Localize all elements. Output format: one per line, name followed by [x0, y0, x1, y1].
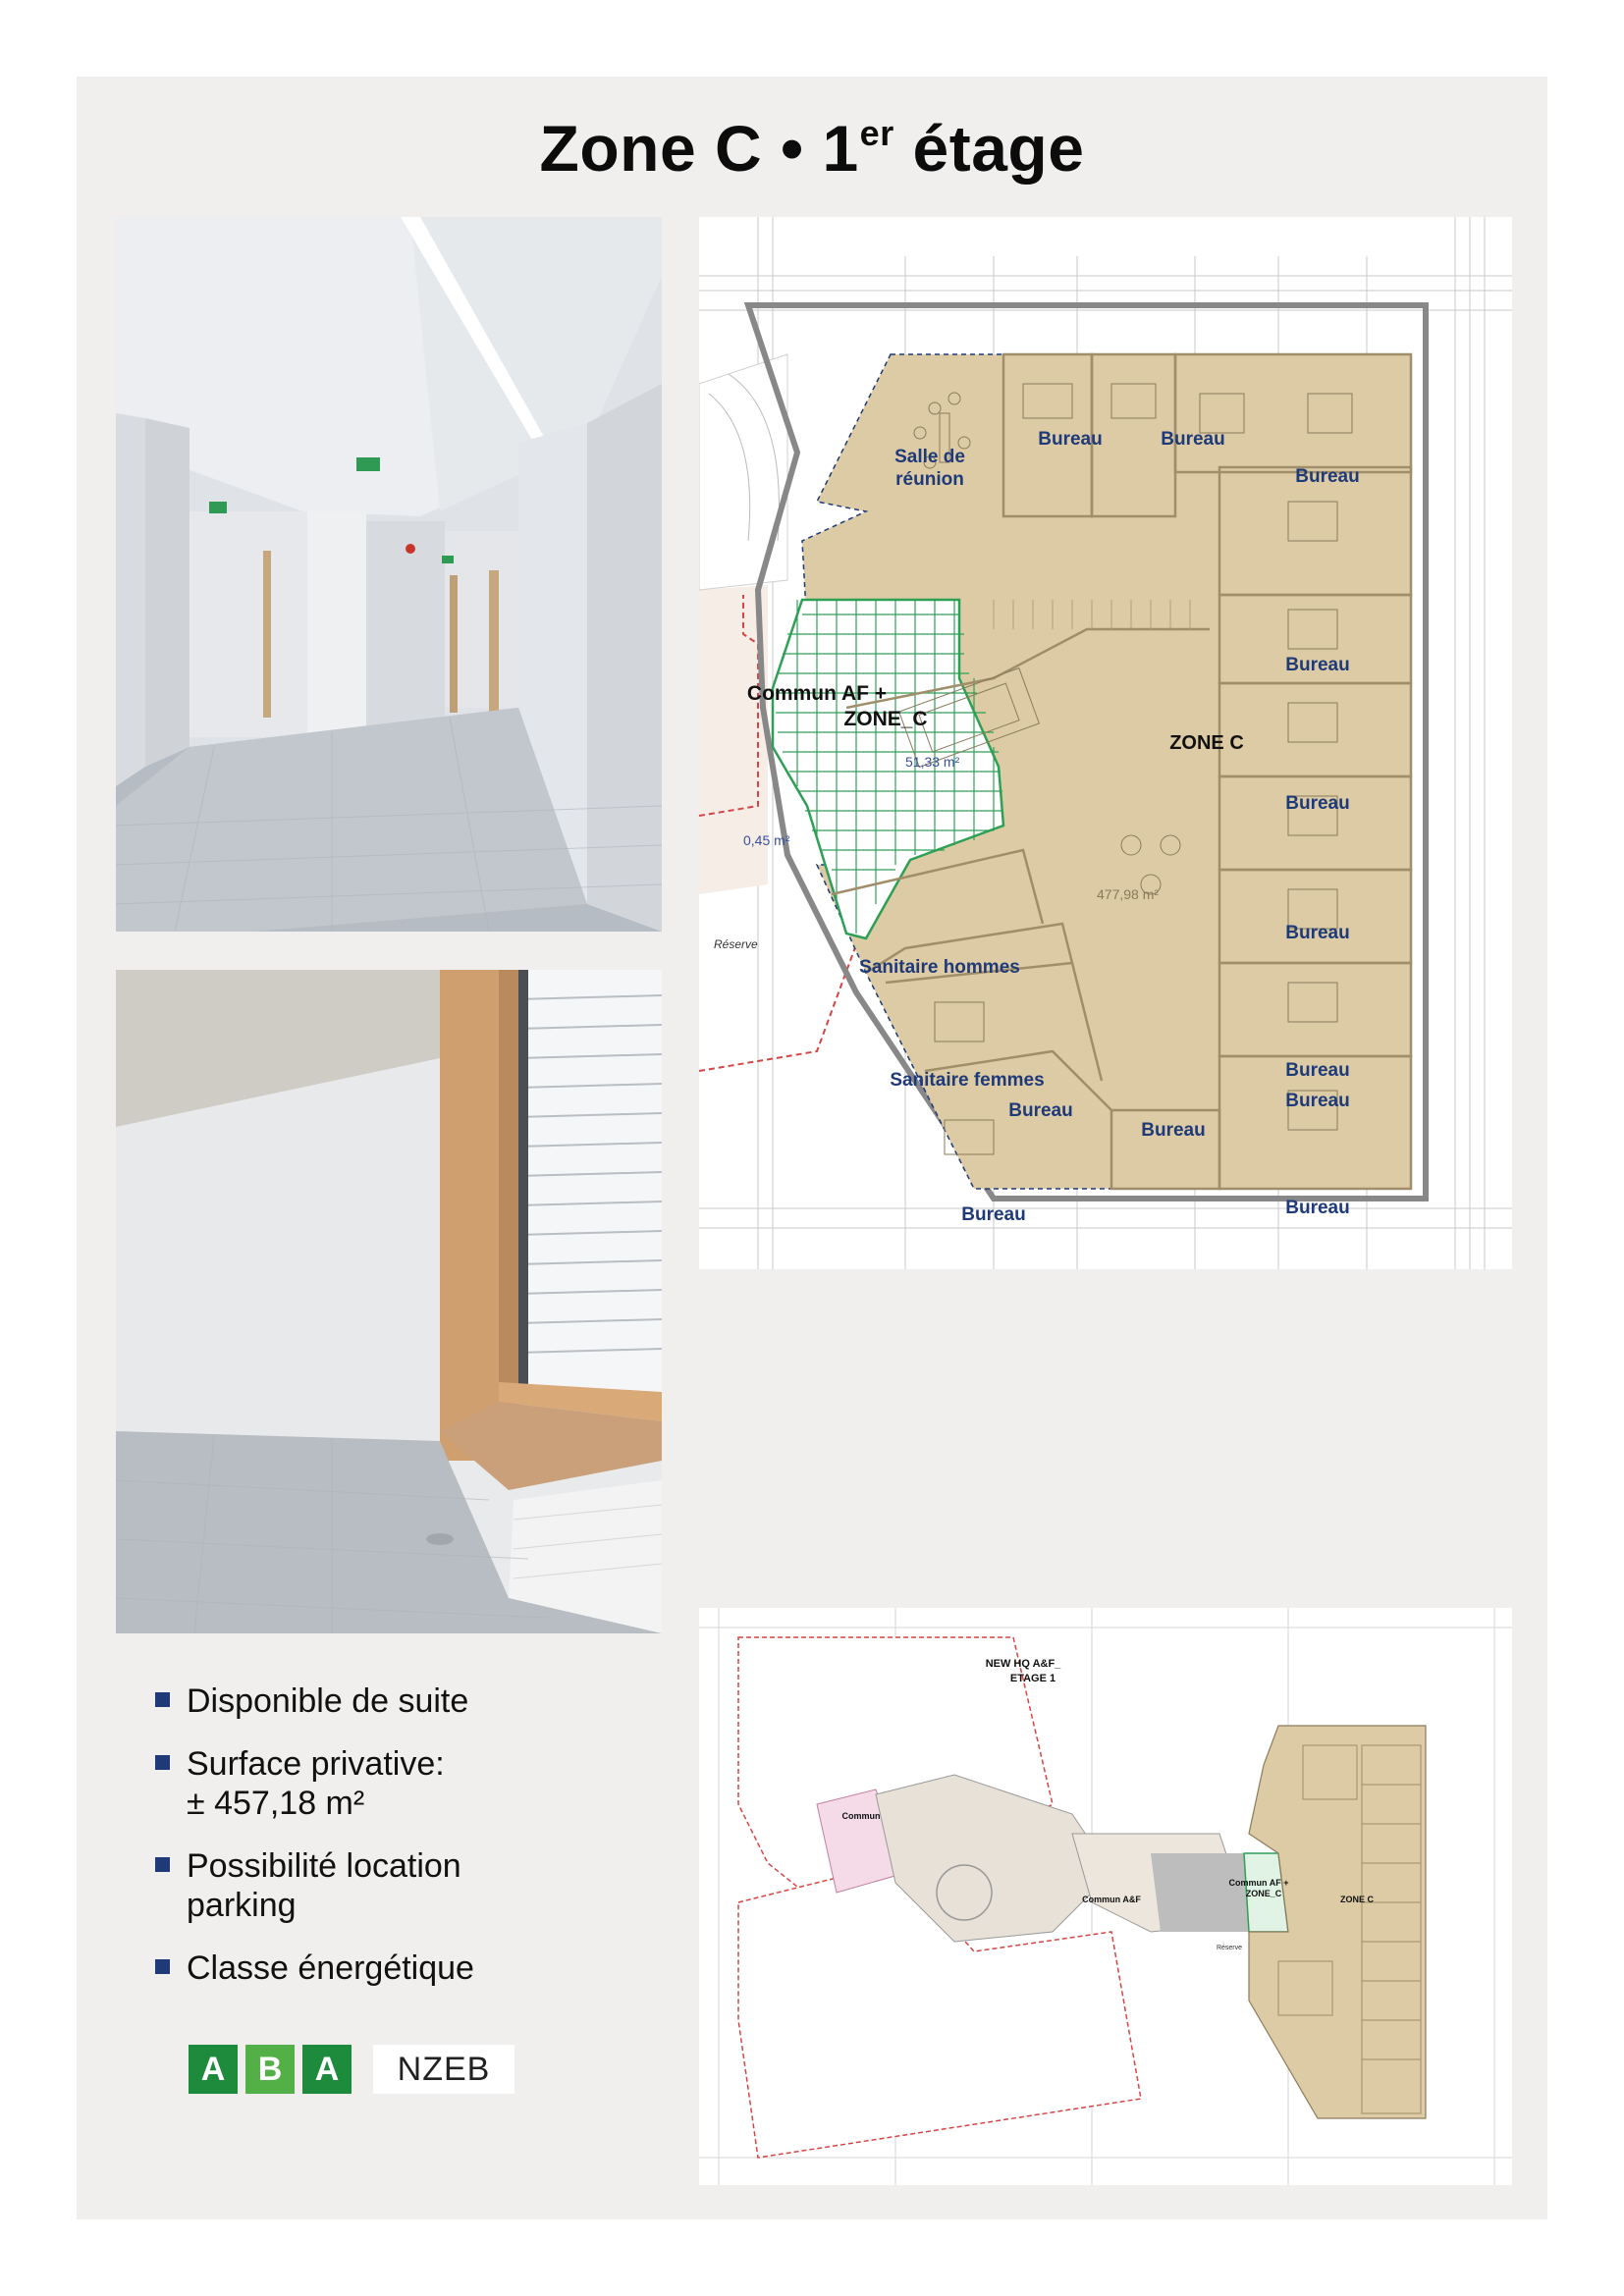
- label-bureau: Bureau: [1285, 1091, 1350, 1111]
- label-bureau: Bureau: [1295, 466, 1360, 487]
- overview-label-reserve: Réserve: [1216, 1945, 1243, 1951]
- feature-text: Possibilité location: [187, 1847, 461, 1885]
- label-bureau: Bureau: [1038, 429, 1103, 450]
- label-commun-line1: Commun AF +: [746, 682, 888, 705]
- energy-class-badge: B: [245, 2045, 295, 2094]
- feature-text-line2: ± 457,18 m²: [187, 1785, 365, 1822]
- energy-class-badge: A: [302, 2045, 352, 2094]
- overview-title-line2: ETAGE 1: [1009, 1673, 1056, 1684]
- label-sanitaire-femmes: Sanitaire femmes: [890, 1070, 1045, 1091]
- feature-item: [147, 1744, 540, 1823]
- label-salle-line2: réunion: [895, 469, 964, 490]
- label-bureau: Bureau: [1285, 923, 1350, 943]
- label-sanitaire-hommes: Sanitaire hommes: [859, 957, 1020, 978]
- office-room-window-photo: [116, 970, 662, 1633]
- feature-text-line2: parking: [187, 1887, 297, 1924]
- page-title: Zone C • 1er étage: [539, 112, 1085, 185]
- overview-label-commun: Commun: [841, 1811, 881, 1821]
- nzeb-badge: NZEB: [373, 2045, 514, 2094]
- office-corridor-photo: [116, 217, 662, 932]
- energy-classes: [189, 2045, 514, 2094]
- label-salle-line1: Salle de: [894, 447, 965, 467]
- overview-title-line1: NEW HQ A&F_: [985, 1658, 1061, 1670]
- label-reserve: Réserve: [714, 937, 758, 951]
- label-zone-c: ZONE C: [1169, 732, 1244, 754]
- area-commun: 51,33 m²: [905, 754, 960, 770]
- label-bureau: Bureau: [1141, 1120, 1206, 1141]
- floor-plan-zone-c: [699, 217, 1512, 1269]
- overview-label-zone-c: ZONE C: [1339, 1895, 1375, 1904]
- sheet: [77, 77, 1547, 2219]
- bullet-square-icon: [155, 1959, 170, 1974]
- overview-label-commun-zone-l1: Commun AF +: [1228, 1878, 1289, 1888]
- label-bureau: Bureau: [1161, 429, 1225, 450]
- area-small: 0,45 m²: [743, 832, 790, 848]
- label-bureau: Bureau: [1008, 1100, 1073, 1121]
- feature-text: Disponible de suite: [187, 1682, 469, 1720]
- feature-list: [147, 1682, 540, 2011]
- bullet-square-icon: [155, 1755, 170, 1770]
- feature-item: [147, 1682, 540, 1721]
- feature-text: Surface privative:: [187, 1745, 445, 1783]
- label-bureau: Bureau: [1285, 1060, 1350, 1081]
- label-commun-line2: ZONE_C: [843, 708, 928, 730]
- bullet-square-icon: [155, 1692, 170, 1707]
- feature-text: Classe énergétique: [187, 1949, 474, 1987]
- label-bureau: Bureau: [1285, 1198, 1350, 1218]
- overview-label-commun-af: Commun A&F: [1082, 1895, 1141, 1904]
- overview-label-commun-zone-l2: ZONE_C: [1245, 1889, 1282, 1898]
- feature-item: [147, 1949, 540, 1988]
- energy-class-badge: A: [189, 2045, 238, 2094]
- feature-item: [147, 1846, 540, 1925]
- label-bureau: Bureau: [1285, 793, 1350, 814]
- bullet-square-icon: [155, 1857, 170, 1872]
- floor-plan-overview: [699, 1608, 1512, 2185]
- area-zone: 477,98 m²: [1097, 886, 1160, 902]
- label-bureau: Bureau: [961, 1204, 1026, 1225]
- label-bureau: Bureau: [1285, 655, 1350, 675]
